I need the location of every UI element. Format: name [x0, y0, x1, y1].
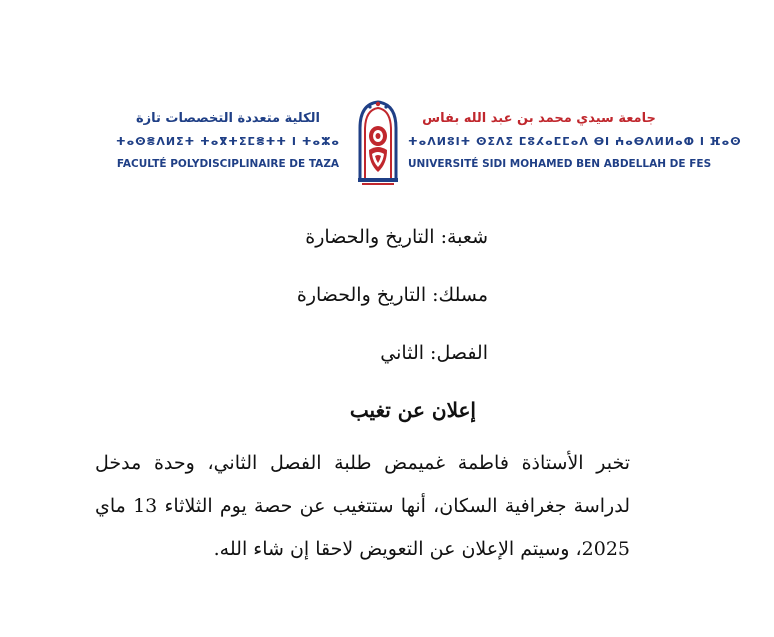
university-name-french: UNIVERSITÉ SIDI MOHAMED BEN ABDELLAH DE FES: [408, 158, 712, 170]
faculty-name-arabic: الكلية متعددة التخصصات تازة: [135, 111, 321, 126]
faculty-name-tifinagh: ⵜⴰⵙⴻⴷⵍⵉⵜ ⵜⴰⴳⵜⵉⵎⴻⵜⵜ ⵏ ⵜⴰⵣⴰ: [115, 135, 341, 148]
letterhead: [100, 98, 742, 188]
faculty-header: [112, 110, 344, 171]
semester-line: الفصل: الثاني: [380, 342, 488, 364]
university-name-tifinagh: ⵜⴰⴷⵍⵓⵏⵜ ⵙⵉⴷⵉ ⵎⵓⵃⴰⵎⵎⴰⴷ ⴱⵏ ⵄⴰⴱⴷⵍⵍⴰⵀ ⵏ ⴼⴰⵙ: [408, 135, 742, 148]
university-seal-logo: [350, 98, 406, 188]
announcement-title: إعلان عن تغيب: [349, 398, 476, 422]
announcement-paragraph: تخبر الأستاذة فاطمة غميمض طلبة الفصل الثاني، وحدة مدخل لدراسة جغرافية السكان، أنها ستتغيب عن حصة يوم الثلاثاء 13 ماي 2025، وسيتم الإعلان عن التعويض لاحقا إن شاء الله.: [95, 452, 630, 560]
track-line: مسلك: التاريخ والحضارة: [296, 284, 488, 306]
university-header: [408, 110, 742, 171]
department-line: شعبة: التاريخ والحضارة: [305, 226, 488, 248]
university-name-arabic: جامعة سيدي محمد بن عبد الله بفاس: [422, 111, 656, 126]
faculty-name-french: FACULTÉ POLYDISCIPLINAIRE DE TAZA: [116, 158, 340, 170]
